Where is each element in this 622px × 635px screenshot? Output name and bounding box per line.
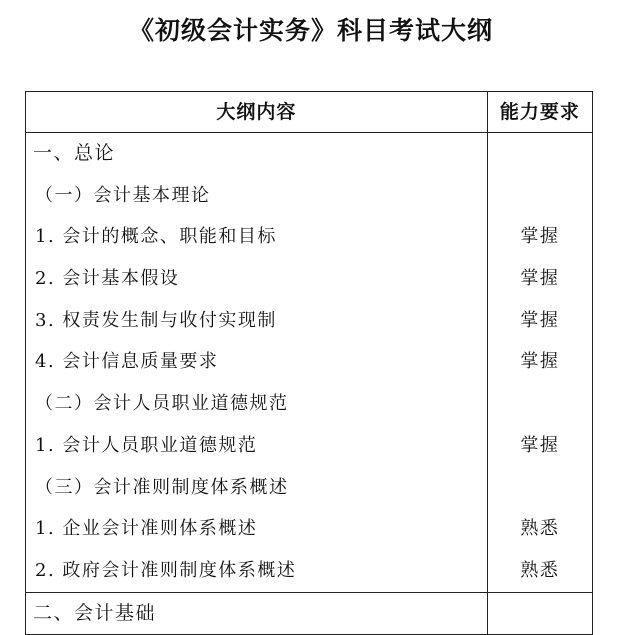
list-item-requirement bbox=[488, 593, 592, 635]
section-one-requirement-cell bbox=[487, 133, 592, 593]
section-one-row bbox=[26, 133, 593, 593]
list-item-requirement: 掌握 bbox=[520, 226, 560, 248]
list-item-content: 2. 会计基本假设 bbox=[35, 268, 180, 290]
requirement-lines bbox=[488, 133, 592, 592]
list-item-requirement: 熟悉 bbox=[520, 559, 560, 581]
list-item-content: 1. 企业会计准则体系概述 bbox=[35, 518, 258, 540]
section-two-content-cell bbox=[26, 592, 488, 635]
list-item-content: （二）会计人员职业道德规范 bbox=[35, 393, 289, 415]
document-title: 《初级会计实务》科目考试大纲 bbox=[128, 16, 493, 45]
list-item-requirement bbox=[488, 383, 592, 425]
list-item-requirement bbox=[488, 133, 592, 175]
list-item-content: 4. 会计信息质量要求 bbox=[35, 351, 219, 373]
section-two-requirement-cell bbox=[487, 592, 592, 635]
list-item-requirement: 掌握 bbox=[520, 351, 560, 373]
list-item-content: 2. 政府会计准则制度体系概述 bbox=[35, 559, 297, 581]
section-one-content-cell bbox=[26, 133, 488, 593]
table-header-row bbox=[26, 92, 593, 133]
list-item-content: （三）会计准则制度体系概述 bbox=[35, 476, 289, 498]
header-content bbox=[26, 92, 488, 133]
content-lines bbox=[26, 133, 487, 592]
section-two-row bbox=[26, 592, 593, 635]
list-item-content: 一、总论 bbox=[33, 142, 116, 164]
list-item-requirement: 掌握 bbox=[520, 434, 560, 456]
list-item-content: 二、会计基础 bbox=[33, 601, 157, 624]
list-item-requirement: 掌握 bbox=[520, 309, 560, 331]
list-item-requirement: 掌握 bbox=[520, 268, 560, 290]
header-requirement bbox=[487, 92, 592, 133]
list-item-requirement bbox=[488, 175, 592, 217]
list-item-content: 1. 会计人员职业道德规范 bbox=[35, 434, 258, 456]
list-item-content: 1. 会计的概念、职能和目标 bbox=[35, 226, 277, 248]
list-item-content: 3. 权责发生制与收付实现制 bbox=[35, 309, 277, 331]
header-content-label: 大纲内容 bbox=[216, 101, 297, 123]
list-item-requirement: 熟悉 bbox=[520, 518, 560, 540]
header-requirement-label: 能力要求 bbox=[499, 101, 580, 123]
list-item-content: （一）会计基本理论 bbox=[35, 184, 211, 206]
outline-table bbox=[25, 91, 593, 635]
list-item-requirement bbox=[488, 467, 592, 509]
